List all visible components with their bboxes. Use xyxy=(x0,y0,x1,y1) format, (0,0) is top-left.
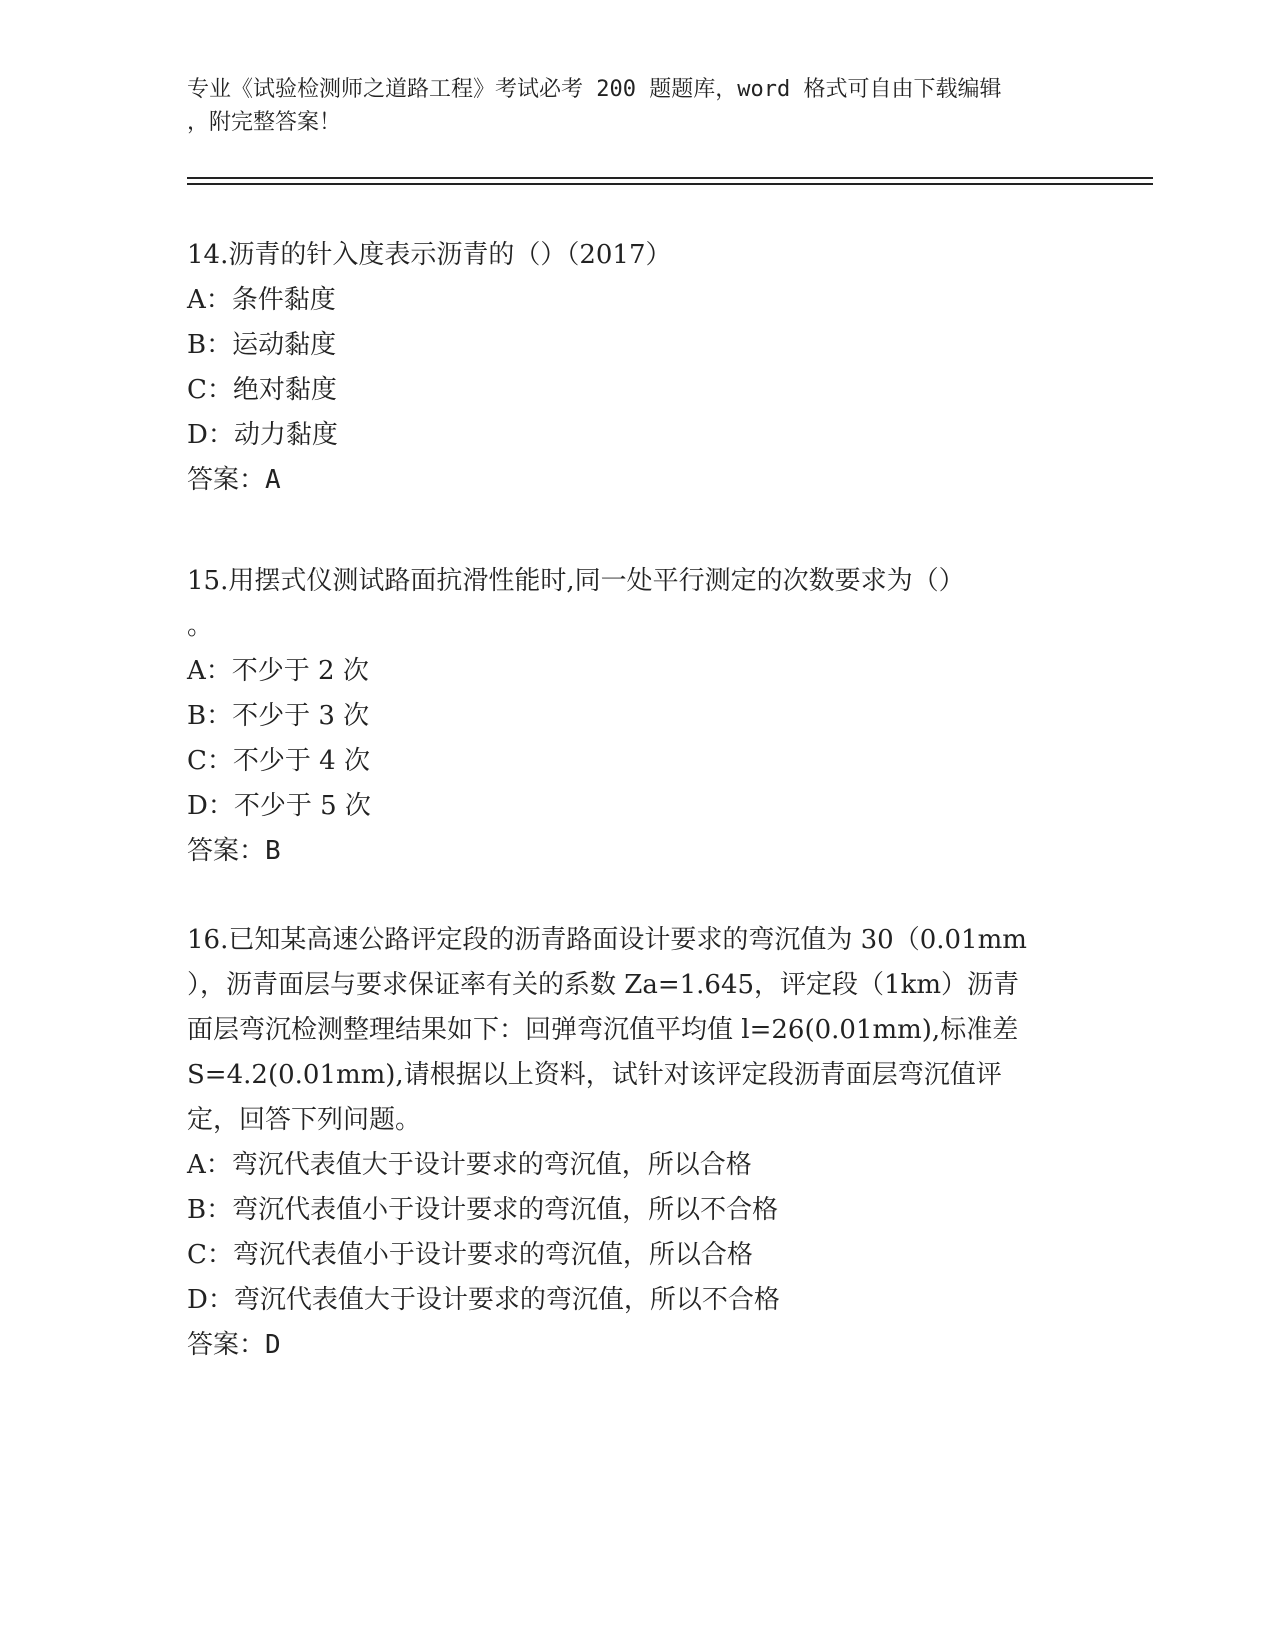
option-b: B：弯沉代表值小于设计要求的弯沉值，所以不合格 xyxy=(187,1195,779,1225)
option-c: C：绝对黏度 xyxy=(187,375,337,405)
answer: 答案：B xyxy=(187,836,281,866)
question-stem: S=4.2(0.01mm),请根据以上资料，试针对该评定段沥青面层弯沉值评 xyxy=(187,1060,1002,1090)
question-15 xyxy=(187,559,1087,874)
option-b: B：运动黏度 xyxy=(187,330,337,360)
answer: 答案：A xyxy=(187,465,281,495)
option-d: D：动力黏度 xyxy=(187,420,338,450)
option-c: C：弯沉代表值小于设计要求的弯沉值，所以合格 xyxy=(187,1240,753,1270)
question-stem: ），沥青面层与要求保证率有关的系数 Za=1.645，评定段（1km）沥青 xyxy=(187,970,1020,1000)
option-a: A：不少于 2 次 xyxy=(187,656,369,686)
option-a: A：弯沉代表值大于设计要求的弯沉值，所以合格 xyxy=(187,1150,752,1180)
question-stem: 16.已知某高速公路评定段的沥青路面设计要求的弯沉值为 30（0.01mm xyxy=(187,925,1027,955)
question-stem: 14.沥青的针入度表示沥青的（）（2017） xyxy=(187,240,672,270)
question-14 xyxy=(187,233,1087,503)
question-stem: 15.用摆式仪测试路面抗滑性能时,同一处平行测定的次数要求为（） xyxy=(187,566,965,596)
option-d: D：弯沉代表值大于设计要求的弯沉值，所以不合格 xyxy=(187,1285,780,1315)
option-d: D：不少于 5 次 xyxy=(187,791,371,821)
document-header xyxy=(187,73,1087,139)
answer: 答案：D xyxy=(187,1330,281,1360)
question-stem: 定，回答下列问题。 xyxy=(187,1105,422,1135)
header-line: 专业《试验检测师之道路工程》考试必考 200 题题库，word 格式可自由下载编辑 xyxy=(187,77,1002,102)
header-divider xyxy=(187,177,1153,179)
header-divider xyxy=(187,183,1153,185)
question-stem: 。 xyxy=(187,611,214,641)
question-stem: 面层弯沉检测整理结果如下：回弹弯沉值平均值 l=26(0.01mm),标准差 xyxy=(187,1015,1019,1045)
option-b: B：不少于 3 次 xyxy=(187,701,370,731)
option-c: C：不少于 4 次 xyxy=(187,746,370,776)
question-16 xyxy=(187,918,1087,1368)
option-a: A：条件黏度 xyxy=(187,285,336,315)
header-line: ，附完整答案！ xyxy=(187,110,342,135)
